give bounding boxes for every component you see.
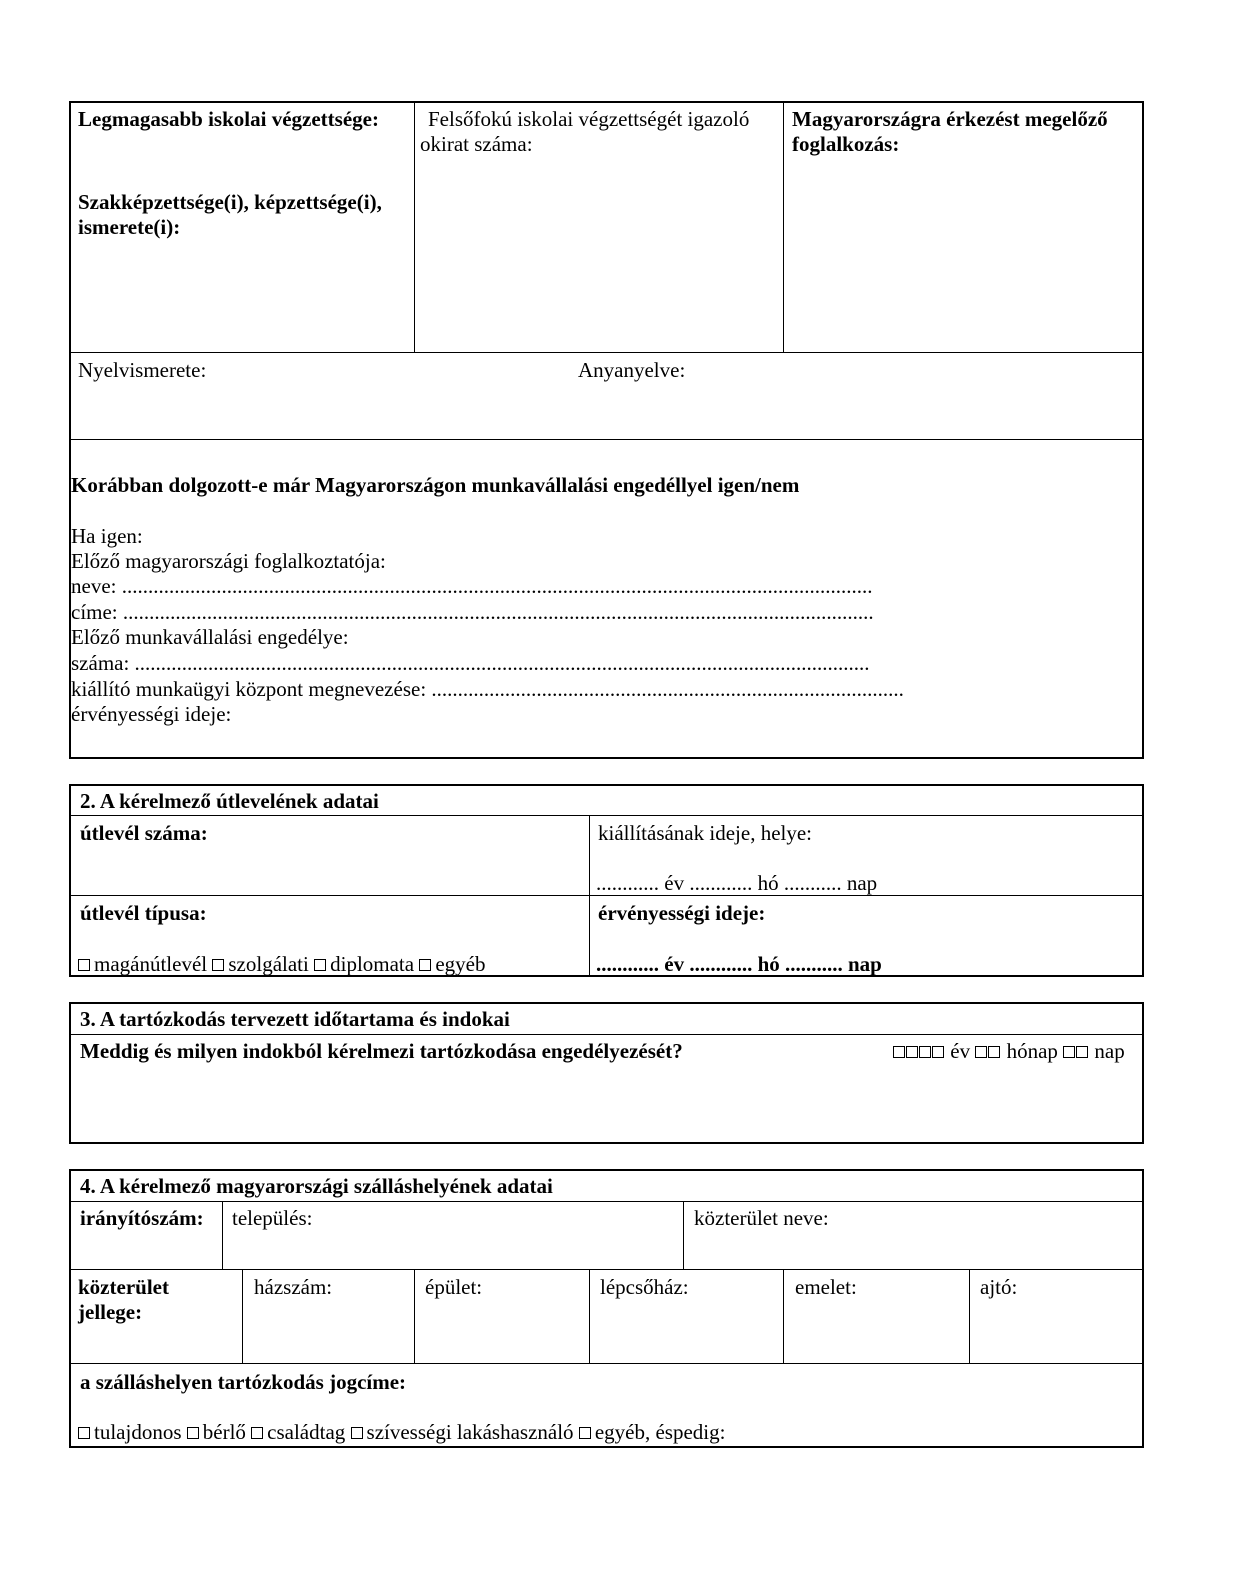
building-label: épület: xyxy=(425,1275,483,1299)
if-yes-label: Ha igen: xyxy=(71,524,143,548)
prev-employer-label: Előző magyarországi foglalkoztatója: xyxy=(71,549,386,573)
issue-date-place-label: kiállításának ideje, helye: xyxy=(598,821,812,845)
worked-before-label: Korábban dolgozott-e már Magyarországon munkavállalási engedéllyel igen/nem xyxy=(71,473,800,497)
door-label: ajtó: xyxy=(980,1275,1018,1299)
floor-label: emelet: xyxy=(795,1275,857,1299)
accommodation-section xyxy=(69,1169,1144,1448)
checkbox[interactable] xyxy=(314,959,326,971)
divider xyxy=(589,815,590,977)
permit-issuer-line: kiállító munkaügyi központ megnevezése: .......................................................................................... xyxy=(71,677,904,701)
divider xyxy=(69,1201,1144,1202)
option-diplomatic: diplomata xyxy=(330,952,415,976)
divider xyxy=(242,1269,243,1363)
section2-title: 2. A kérelmező útlevelének adatai xyxy=(80,789,379,813)
staircase-label: lépcsőház: xyxy=(600,1275,689,1299)
checkbox[interactable] xyxy=(212,959,224,971)
issue-date-line: ............ év ............ hó ........... nap xyxy=(596,871,878,895)
highest-education-label: Legmagasabb iskolai végzettsége: xyxy=(78,107,379,131)
prev-permit-label: Előző munkavállalási engedélye: xyxy=(71,625,349,649)
checkbox[interactable] xyxy=(251,1427,263,1439)
divider xyxy=(589,1269,590,1363)
option-family-member: családtag xyxy=(267,1420,346,1444)
year-digit-box[interactable] xyxy=(906,1046,918,1058)
divider xyxy=(969,1269,970,1363)
duration-fields xyxy=(893,1039,1125,1064)
checkbox[interactable] xyxy=(351,1427,363,1439)
divider xyxy=(69,815,1144,816)
divider xyxy=(69,1363,1144,1364)
option-courtesy-user: szívességi lakáshasználó xyxy=(366,1420,574,1444)
legal-title-label: a szálláshelyen tartózkodás jogcíme: xyxy=(80,1370,407,1394)
divider xyxy=(783,101,784,353)
qualifications-label: Szakképzettsége(i), képzettsége(i), ismerete(i): xyxy=(78,190,382,240)
divider xyxy=(69,352,1144,353)
divider xyxy=(69,1269,1144,1270)
passport-validity-line: ............ év ............ hó ........... nap xyxy=(596,952,882,976)
year-digit-box[interactable] xyxy=(919,1046,931,1058)
option-service: szolgálati xyxy=(228,952,309,976)
divider xyxy=(783,1269,784,1363)
divider xyxy=(69,439,1144,440)
checkbox[interactable] xyxy=(419,959,431,971)
divider xyxy=(414,1269,415,1363)
employer-address-line: címe: ............................................................................................................................................... xyxy=(71,600,874,624)
month-digit-box[interactable] xyxy=(975,1046,987,1058)
prev-occupation-label: Magyarországra érkezést megelőző foglalkozás: xyxy=(792,107,1108,157)
day-label: nap xyxy=(1094,1039,1125,1063)
divider xyxy=(683,1201,684,1269)
settlement-label: település: xyxy=(232,1206,313,1230)
section4-title: 4. A kérelmező magyarországi szálláshelyének adatai xyxy=(80,1174,553,1198)
passport-type-options xyxy=(78,952,486,977)
section3-title: 3. A tartózkodás tervezett időtartama és indokai xyxy=(80,1007,510,1031)
house-number-label: házszám: xyxy=(254,1275,333,1299)
higher-ed-doc-label: Felsőfokú iskolai végzettségét igazoló okirat száma: xyxy=(420,107,750,157)
option-tenant: bérlő xyxy=(202,1420,246,1444)
divider xyxy=(414,101,415,353)
checkbox[interactable] xyxy=(78,959,90,971)
checkbox[interactable] xyxy=(78,1427,90,1439)
option-private: magánútlevél xyxy=(94,952,208,976)
employer-name-line: neve: ............................................................................................................................................... xyxy=(71,574,873,598)
zip-label: irányítószám: xyxy=(80,1206,204,1230)
permit-number-line: száma: ............................................................................................................................................ xyxy=(71,651,870,675)
year-digit-box[interactable] xyxy=(932,1046,944,1058)
year-digit-box[interactable] xyxy=(893,1046,905,1058)
legal-title-options xyxy=(78,1420,725,1445)
passport-number-label: útlevél száma: xyxy=(80,821,208,845)
option-other: egyéb, éspedig: xyxy=(594,1420,726,1444)
year-label: év xyxy=(950,1039,971,1063)
languages-label: Nyelvismerete: xyxy=(78,358,207,382)
passport-type-label: útlevél típusa: xyxy=(80,901,207,925)
day-digit-box[interactable] xyxy=(1076,1046,1088,1058)
day-digit-box[interactable] xyxy=(1063,1046,1075,1058)
permit-validity-label: érvényességi ideje: xyxy=(71,702,232,726)
option-owner: tulajdonos xyxy=(94,1420,182,1444)
divider xyxy=(69,1034,1144,1035)
month-digit-box[interactable] xyxy=(988,1046,1000,1058)
street-type-label: közterület jellege: xyxy=(78,1275,169,1325)
divider xyxy=(222,1201,223,1269)
passport-validity-label: érvényességi ideje: xyxy=(598,901,766,925)
option-other: egyéb xyxy=(435,952,486,976)
mother-tongue-label: Anyanyelve: xyxy=(578,358,686,382)
street-name-label: közterület neve: xyxy=(694,1206,829,1230)
checkbox[interactable] xyxy=(187,1427,199,1439)
month-label: hónap xyxy=(1006,1039,1058,1063)
checkbox[interactable] xyxy=(579,1427,591,1439)
stay-duration-question: Meddig és milyen indokból kérelmezi tartózkodása engedélyezését? xyxy=(80,1039,683,1063)
